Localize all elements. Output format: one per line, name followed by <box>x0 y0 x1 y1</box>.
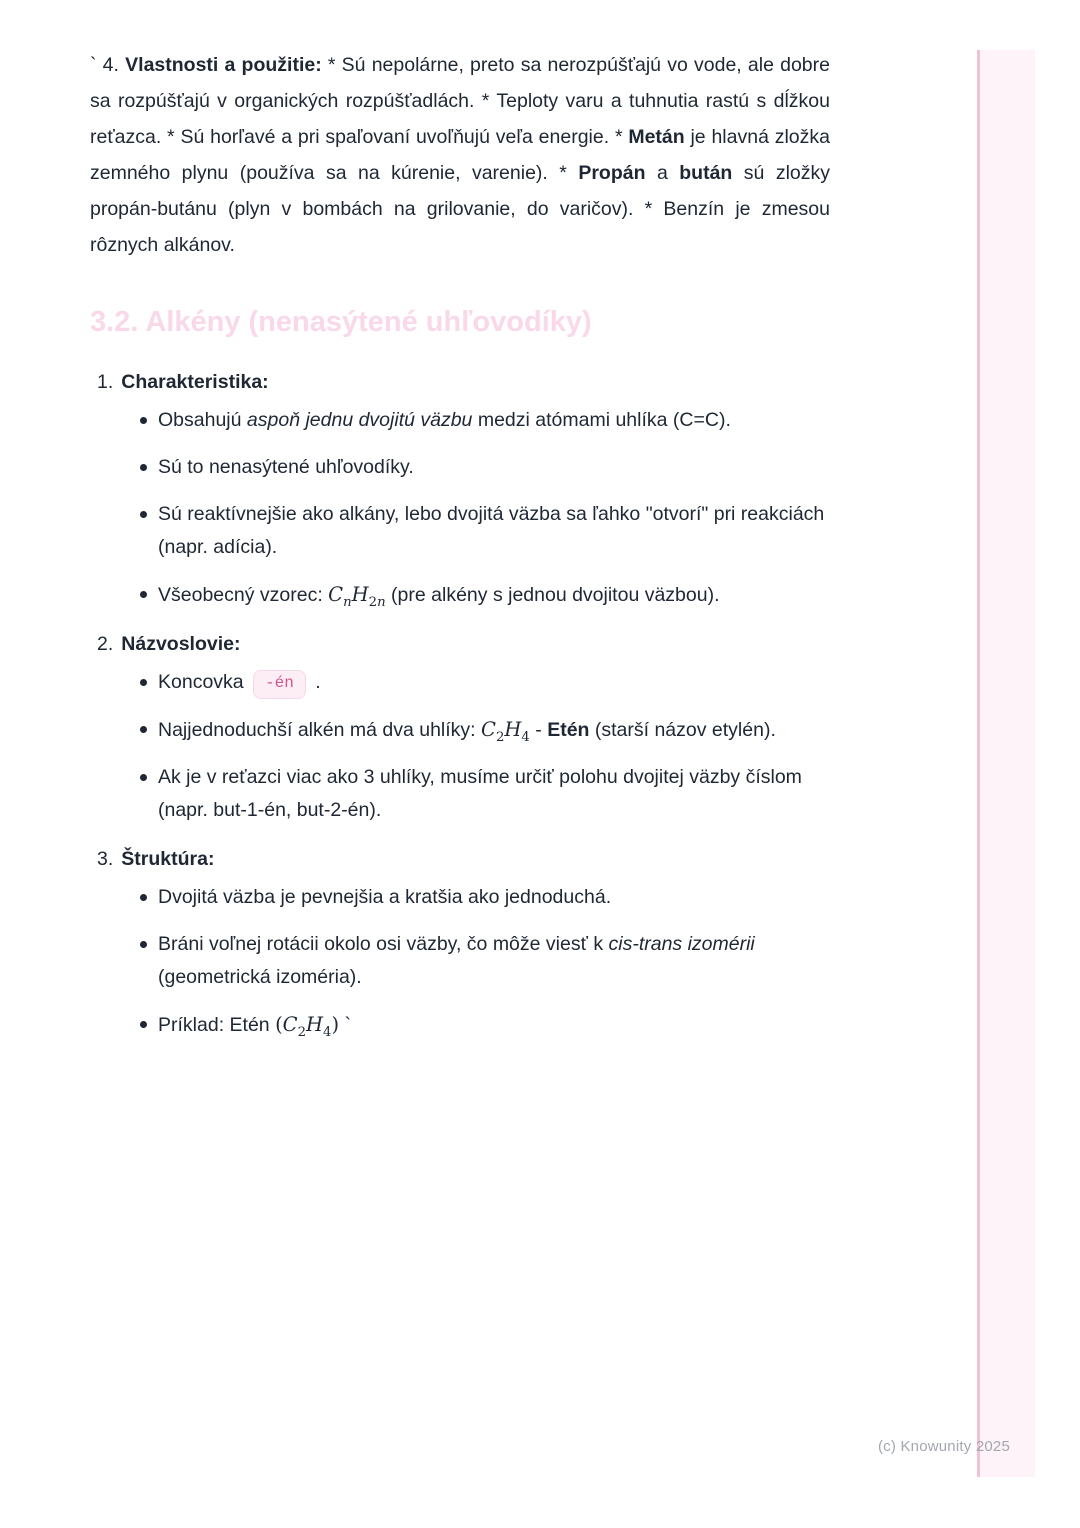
bullet-list <box>90 881 830 1042</box>
list-item <box>140 761 830 827</box>
bullet-dot <box>140 591 147 598</box>
section-heading: 3.2. Alkény (nenasýtené uhľovodíky) <box>90 306 592 338</box>
bullet-list <box>90 404 830 612</box>
bullet-list <box>90 666 830 827</box>
section-title-text: Charakteristika: <box>121 371 269 393</box>
bullet-dot <box>140 774 147 781</box>
bullet-dot <box>140 1021 147 1028</box>
list-item <box>140 666 830 699</box>
list-item-text: Všeobecný vzorec: $C_nH_{2n}$ (pre alkény s jednou dvojitou väzbou). <box>158 583 720 610</box>
section <box>90 844 830 1042</box>
section-number: 3. <box>97 848 114 870</box>
section-number: 2. <box>97 633 114 655</box>
bullet-dot <box>140 679 147 686</box>
section-title-text: Štruktúra: <box>121 848 215 870</box>
list-item <box>140 713 830 747</box>
section <box>90 629 830 827</box>
bullet-dot <box>140 941 147 948</box>
list-item-text: Dvojitá väzba je pevnejšia a kratšia ako jednoduchá. <box>158 886 612 908</box>
copyright-text: (c) Knowunity 2025 <box>877 1438 1010 1455</box>
list-item <box>140 451 830 484</box>
list-item-text: Sú reaktívnejšie ako alkány, lebo dvojitá väzba sa ľahko "otvorí" pri reakciách (napr. adícia). <box>158 503 825 558</box>
list-item-text: Obsahujú aspoň jednu dvojitú väzbu medzi atómami uhlíka (C=C). <box>158 409 731 431</box>
intro-paragraph: ` 4. Vlastnosti a použitie: * Sú nepolárne, preto sa nerozpúšťajú vo vode, ale dobre sa rozpúšťajú v organických rozpúšťadlách. * Teploty varu a tuhnutia rastú s dĺžkou reťazca. * Sú horľavé a pri spaľovaní uvoľňujú veľa energie. * Metán je hlavná zložka zemného plynu (používa sa na kúrenie, varenie). * Propán a bután sú zložky propán-butánu (plyn v bombách na grilovanie, do varičov). * Benzín je zmesou rôznych alkánov. <box>90 54 830 256</box>
list-item <box>140 578 830 612</box>
list-item-text: Koncovka -én . <box>158 671 321 693</box>
bullet-dot <box>140 417 147 424</box>
list-item <box>140 404 830 437</box>
list-item <box>140 928 830 994</box>
note-content <box>90 47 830 1059</box>
list-item <box>140 498 830 564</box>
section <box>90 367 830 612</box>
list-item-text: Najjednoduchší alkén má dva uhlíky: $C_2H_4$ - Etén (starší názov etylén). <box>158 718 776 745</box>
inline-code: -én <box>253 670 306 699</box>
list-item-text: Bráni voľnej rotácii okolo osi väzby, čo môže viesť k cis-trans izomérii (geometrická izoméria). <box>158 933 755 988</box>
bullet-dot <box>140 511 147 518</box>
list-item-text: Ak je v reťazci viac ako 3 uhlíky, musíme určiť polohu dvojitej väzby číslom (napr. but-1-én, but-2-én). <box>158 766 802 821</box>
bullet-dot <box>140 726 147 733</box>
list-item <box>140 1008 830 1042</box>
section-title <box>90 367 830 397</box>
section-title <box>90 629 830 659</box>
bullet-dot <box>140 464 147 471</box>
list-item-text: Príklad: Etén $(C_2H_4)$ ` <box>158 1013 352 1040</box>
list-item <box>140 881 830 914</box>
page-edge-band <box>977 50 1035 1477</box>
section-title <box>90 844 830 874</box>
bullet-dot <box>140 894 147 901</box>
sections-list <box>90 367 830 1042</box>
section-title-text: Názvoslovie: <box>121 633 241 655</box>
section-number: 1. <box>97 371 114 393</box>
list-item-text: Sú to nenasýtené uhľovodíky. <box>158 456 414 478</box>
